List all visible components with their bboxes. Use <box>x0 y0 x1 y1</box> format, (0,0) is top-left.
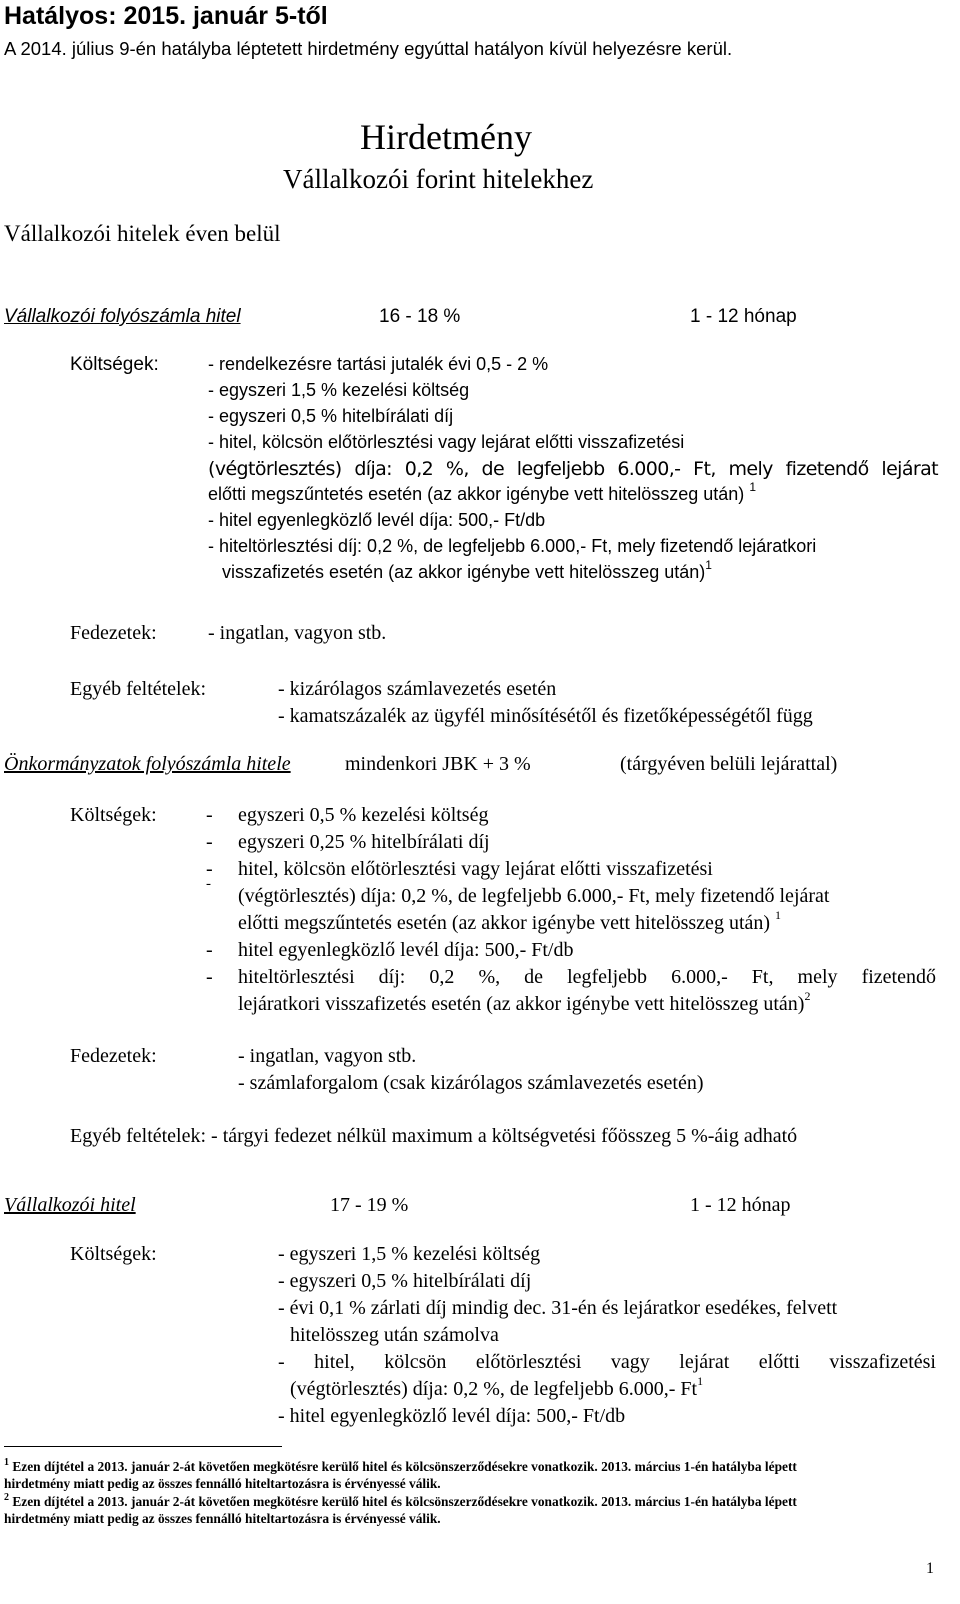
footnote-ref: 1 <box>705 558 712 572</box>
footnote-text: Ezen díjtétel a 2013. január 2-át követően megkötésre kerülő hitel és kölcsönszerződésekre vonatkozik. 2013. március 1-én hatályba lépett <box>12 1494 797 1509</box>
document-subtitle: Vállalkozói forint hitelekhez <box>283 164 594 194</box>
s3-product-name: Vállalkozói hitel <box>4 1194 136 1216</box>
s2-cost-item: egyszeri 0,5 % kezelési költség <box>238 804 489 826</box>
s2-dash: - <box>206 804 213 826</box>
s1-cost-item: - egyszeri 1,5 % kezelési költség <box>208 380 470 400</box>
footnote-ref: 1 <box>749 480 757 494</box>
s1-collateral-label: Fedezetek: <box>70 622 157 644</box>
s1-cost-item: - hitel egyenlegközlő levél díja: 500,- Ft/db <box>208 510 546 530</box>
page-number: 1 <box>926 1560 934 1577</box>
footnote-2-line1 <box>4 1494 797 1510</box>
footnote-ref: 2 <box>804 989 811 1003</box>
document-title: Hirdetmény <box>360 117 532 157</box>
s3-interest-rate: 17 - 19 % <box>330 1194 409 1216</box>
s2-cost-item: hiteltörlesztési díj: 0,2 %, de legfeljebb 6.000,- Ft, mely fizetendő <box>238 966 936 988</box>
s2-collateral-item: - számlaforgalom (csak kizárólagos számlavezetés esetén) <box>238 1072 704 1094</box>
s1-cost-item-with-note <box>222 558 712 583</box>
s2-dash: - <box>206 831 213 853</box>
s1-cost-item: - egyszeri 0,5 % hitelbírálati díj <box>208 406 454 426</box>
s3-cost-item: - évi 0,1 % zárlati díj mindig dec. 31-én és lejáratkor esedékes, felvett <box>278 1297 838 1319</box>
s2-dash: - <box>206 939 213 961</box>
s2-cost-text: lejáratkori visszafizetés esetén (az akkor igénybe vett hitelösszeg után) <box>238 993 805 1015</box>
s1-cost-text: előtti megszűntetés esetén (az akkor igénybe vett hitelösszeg után) <box>208 484 745 504</box>
s1-other-item: - kizárólagos számlavezetés esetén <box>278 678 557 700</box>
s1-costs-label: Költségek: <box>70 354 159 375</box>
footnote-1-line2: hirdetmény miatt pedig az összes fennálló hiteltartozásra is érvényessé válik. <box>4 1476 441 1491</box>
s2-cost-text: előtti megszűntetés esetén (az akkor igénybe vett hitelösszeg után) <box>238 912 771 934</box>
s3-costs-label: Költségek: <box>70 1243 157 1265</box>
s3-cost-text: (végtörlesztés) díja: 0,2 %, de legfeljebb 6.000,- Ft <box>290 1378 698 1400</box>
s1-cost-item: - rendelkezésre tartási jutalék évi 0,5 - 2 % <box>208 354 549 374</box>
s2-cost-item: (végtörlesztés) díja: 0,2 %, de legfeljebb 6.000,- Ft, mely fizetendő lejárat <box>238 885 830 907</box>
s2-interest-rate: mindenkori JBK + 3 % <box>345 753 531 775</box>
s2-product-name: Önkormányzatok folyószámla hitele <box>4 753 291 775</box>
s3-cost-item: - hitel egyenlegközlő levél díja: 500,- Ft/db <box>278 1405 626 1427</box>
footnote-number: 2 <box>4 1492 9 1503</box>
s3-term: 1 - 12 hónap <box>690 1194 791 1216</box>
s3-cost-item: - hitel, kölcsön előtörlesztési vagy lejárat előtti visszafizetési <box>278 1351 936 1373</box>
footnote-ref: 1 <box>697 1374 704 1388</box>
s2-cost-item-with-note <box>238 989 811 1016</box>
footnote-1-line1 <box>4 1459 797 1475</box>
footnote-separator <box>4 1446 282 1447</box>
s2-term: (tárgyéven belüli lejárattal) <box>620 753 838 775</box>
footnote-ref: 1 <box>775 908 782 922</box>
s2-cost-item-with-note <box>238 908 782 935</box>
effective-date-heading: Hatályos: 2015. január 5-től <box>4 2 328 30</box>
s2-collateral-item: - ingatlan, vagyon stb. <box>238 1045 417 1067</box>
s2-collateral-label: Fedezetek: <box>70 1045 157 1067</box>
s1-interest-rate: 16 - 18 % <box>379 306 461 327</box>
section-heading: Vállalkozói hitelek éven belül <box>4 221 281 246</box>
s2-dash: - <box>206 858 213 880</box>
s1-cost-item-with-note <box>208 480 757 505</box>
s3-cost-item-with-note <box>290 1374 704 1401</box>
s1-term: 1 - 12 hónap <box>690 306 797 327</box>
s2-cost-item: egyszeri 0,25 % hitelbírálati díj <box>238 831 490 853</box>
s1-cost-item: - hitel, kölcsön előtörlesztési vagy lejárat előtti visszafizetési <box>208 432 685 452</box>
s1-cost-text: visszafizetés esetén (az akkor igénybe vett hitelösszeg után) <box>222 562 706 582</box>
s2-dash: - <box>206 876 211 892</box>
s3-cost-item: - egyszeri 0,5 % hitelbírálati díj <box>278 1270 532 1292</box>
footnote-2-line2: hirdetmény miatt pedig az összes fennálló hiteltartozásra is érvényessé válik. <box>4 1511 441 1526</box>
s1-other-label: Egyéb feltételek: <box>70 678 207 700</box>
s1-product-name: Vállalkozói folyószámla hitel <box>4 306 241 327</box>
s2-costs-label: Költségek: <box>70 804 157 826</box>
footnote-text: Ezen díjtétel a 2013. január 2-át követően megkötésre kerülő hitel és kölcsönszerződésekre vonatkozik. 2013. március 1-én hatályba lépett <box>12 1459 797 1474</box>
s1-cost-item: (végtörlesztés) díja: 0,2 %, de legfeljebb 6.000,- Ft, mely fizetendő lejárat <box>208 458 938 480</box>
s1-collateral: - ingatlan, vagyon stb. <box>208 622 387 644</box>
s2-cost-item: hitel egyenlegközlő levél díja: 500,- Ft/db <box>238 939 574 961</box>
s2-dash: - <box>206 966 213 988</box>
s2-cost-item: hitel, kölcsön előtörlesztési vagy lejárat előtti visszafizetési <box>238 858 713 880</box>
s1-other-item: - kamatszázalék az ügyfél minősítésétől és fizetőképességétől függ <box>278 705 813 727</box>
footnote-number: 1 <box>4 1457 9 1468</box>
revocation-notice: A 2014. július 9-én hatályba léptetett hirdetmény egyúttal hatályon kívül helyezésre kerül. <box>4 38 733 59</box>
s3-cost-item: - egyszeri 1,5 % kezelési költség <box>278 1243 541 1265</box>
s2-other-conditions: Egyéb feltételek: - tárgyi fedezet nélkül maximum a költségvetési főösszeg 5 %-áig adható <box>70 1125 798 1147</box>
s3-cost-item: hitelösszeg után számolva <box>290 1324 499 1346</box>
s1-cost-item: - hiteltörlesztési díj: 0,2 %, de legfeljebb 6.000,- Ft, mely fizetendő lejáratkori <box>208 536 817 556</box>
